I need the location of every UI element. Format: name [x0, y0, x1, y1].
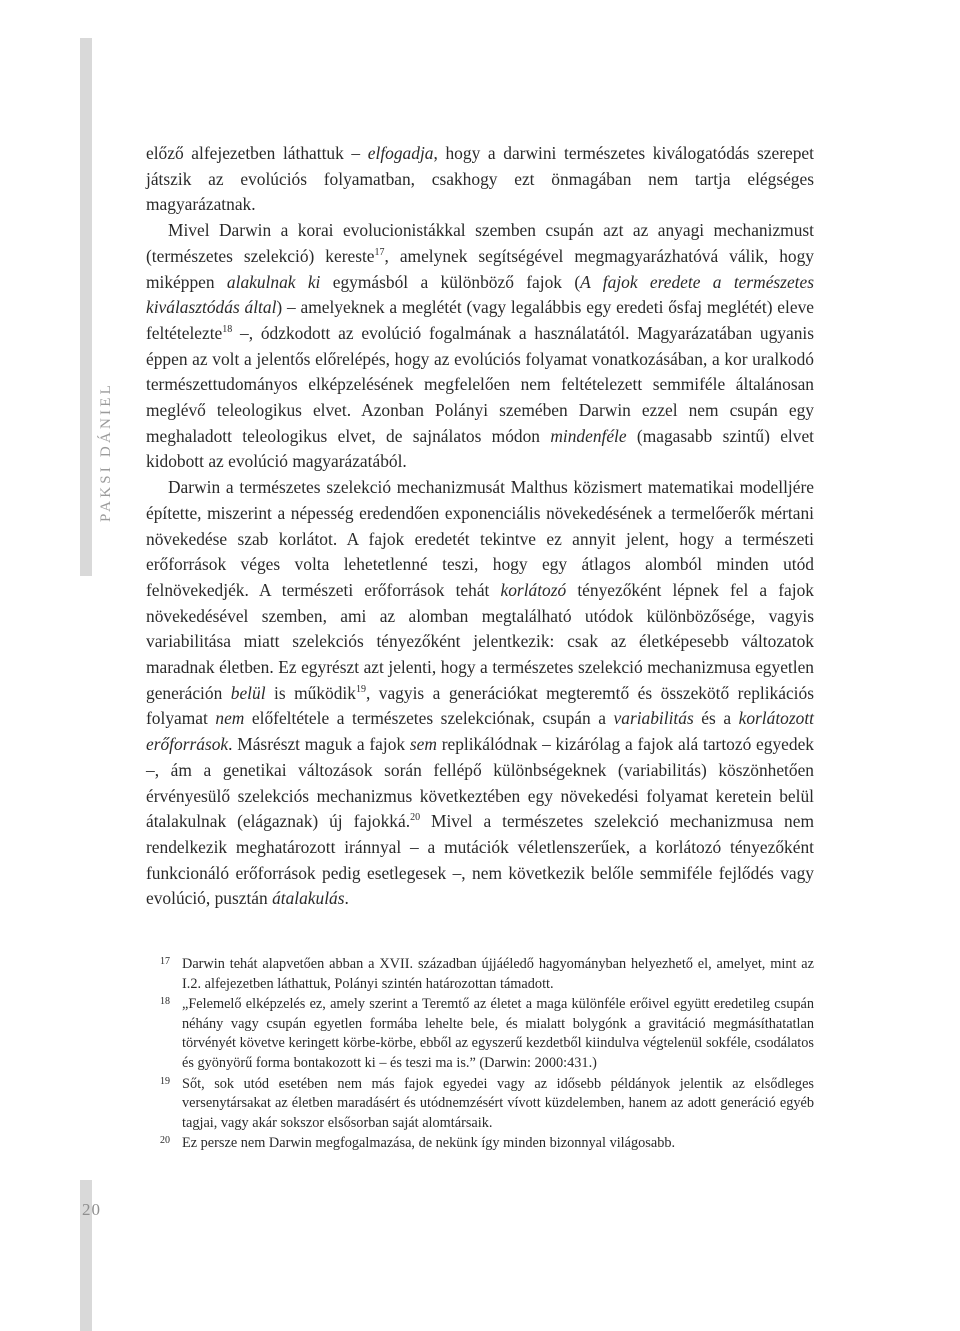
text-span: előfeltétele a természetes szelekciónak, csupán a [244, 708, 614, 729]
emphasis: variabilitás [613, 708, 694, 729]
text-span: . Másrészt maguk a fajok [228, 734, 410, 755]
text-span: , vagyis a generációkat megteremtő és összekötő replikációs folyamat [146, 682, 814, 729]
text-span: , amelynek segítségével megmagyarázhatóvá válik, hogy miképpen [146, 245, 814, 292]
text-span: (magasabb szintű) elvet kidobott az evolúció magyarázatából. [146, 425, 815, 472]
footnote-number: 19 [160, 1075, 170, 1087]
emphasis: elfogadja [367, 143, 434, 163]
footnote-ref-18[interactable]: 18 [222, 323, 233, 335]
footnote-ref-20[interactable]: 20 [410, 812, 421, 824]
text-span: –, ódzkodott az evolúció fogalmának a használatától. Magyarázatában ugyanis éppen az volt a jelentős előrelépés, hogy az evolúciós folyamat vonatkozásában, a kor uralkodó természettudományos elképzelésének megfelelően nem feltételezett semmiféle általánosan meglévő teleologikus elvet. Azonban Polányi szemében Darwin ezzel nem csupán egy meghaladott teleologikus elvet, de sajnálatos módon [146, 322, 814, 446]
text-span: tényezőként lépnek fel a fajok növekedésével szemben, ami az alomban megtalálható utódok különbözősége, vagyis variabilitása miatt szelekciós tényezőként jelentkezik: csak az életképesebb változatok maradnak életben. Ez egyrészt azt jelenti, hogy a természetes szelekció mechanizmusa egyetlen generáción [146, 579, 814, 703]
book-title-emphasis: A fajok eredete a természetes kiválasztódás által [146, 271, 814, 318]
footnote-number: 20 [160, 1135, 170, 1147]
text-span: Darwin a természetes szelekció mechanizmusát Malthus közismert matematikai modelljére építette, miszerint a népesség eredendően exponenciális növekedésének a termelőerők mértani növekedése szab korlátot. A fajok eredetét tekintve ez annyit jelent, hogy a természeti erőforrások véges volta lehetetlenné teszi, hogy egy átlagos alomból minden utód felnövekedjék. A természeti erőforrások tehát [146, 477, 814, 600]
text-span: Mivel Darwin a korai evolucionistákkal szemben csupán azt az anyagi mechanizmust (természetes szelekció) kereste [146, 220, 814, 266]
footnote-text: Darwin tehát alapvetően abban a XVII. században újjáéledő hagyományban helyezhető el, amelyet, mint az I.2. alfejezetben láthattuk, Polányi szintén határozottan támadott. [182, 956, 814, 992]
footnote-ref-19[interactable]: 19 [355, 683, 366, 695]
text-span: előző alfejezetben láthattuk – [146, 143, 368, 163]
footnote-number: 17 [160, 956, 170, 967]
text-span: Mivel a természetes szelekció mechanizmusa nem rendelkezik meghatározott iránnyal – a mutációk véletlenszerűek, a korlátozó tényezőként funkcionáló erőforrások pedig esetlegesek –, nem következik belőle semmiféle fejlődés vagy evolúció, pusztán [146, 811, 814, 909]
body-text [146, 141, 814, 912]
emphasis: alakulnak ki [226, 271, 321, 292]
emphasis: átalakulás [272, 888, 345, 909]
footnote-text: Sőt, sok utód esetében nem más fajok egyedei vagy az idősebb példányok jelentik az elsődleges versenytársakat az életben maradásért és utódnemzésért vívott küzdelemben, hanem az adott generáció egyéb tagjai, vagy akár sokszor elsősorban saját alomtársaik. [182, 1075, 814, 1131]
footnote-17 [160, 955, 814, 994]
footnote-text: Ez persze nem Darwin megfogalmazása, de nekünk így minden bizonnyal világosabb. [182, 1135, 676, 1152]
paragraph-3 [146, 475, 814, 912]
text-span: is működik [265, 682, 356, 703]
text-span: és a [693, 708, 739, 729]
footnote-number: 18 [160, 996, 170, 1008]
paragraph-2 [146, 218, 814, 475]
emphasis: sem [409, 734, 437, 755]
text-span: . [344, 888, 349, 909]
footnote-ref-17[interactable]: 17 [374, 246, 385, 258]
footnote-text: „Felemelő elképzelés ez, amely szerint a Teremtő az életet a maga különféle erőivel együtt eredetileg csupán néhány vagy csupán egyetlen formába lehelte bele, és mialatt bolygónk a gravitáció megmásíthatatlan törvényét követve keringett körbe-körbe, ebből az egyszerű kezdetből kiindulva végtelenül sokféle, csodálatos és gyönyörű forma bontakozott ki – és teszi ma is.” (Darwin: 2000:431.) [182, 996, 814, 1071]
emphasis: korlátozott erőforrások [146, 708, 814, 755]
paragraph-1 [146, 141, 814, 218]
footnote-20 [160, 1134, 814, 1154]
text-span: , hogy a darwini természetes kiválogatódás szerepet játszik az evolúciós folyamatban, csakhogy ezt önmagában nem tartja elégséges magyarázatnak. [146, 143, 814, 215]
emphasis: belül [230, 682, 266, 703]
emphasis: mindenféle [550, 425, 627, 446]
footnotes [160, 955, 814, 1155]
text-span: replikálódnak – kizárólag a fajok alá tartozó egyedek –, ám a genetikai változások során fellépő különbségeknek (variabilitás) köszönhetően érvényesülő szelekciós mechanizmus következtében egy növekedési folyamat keretein belül átalakulnak (elágaznak) új fajokká. [146, 734, 814, 832]
page-number: 20 [82, 1200, 101, 1219]
running-head-author: PAKSI DÁNIEL [98, 382, 114, 522]
text-span: egymásból a különböző fajok ( [320, 271, 581, 292]
emphasis: korlátozó [500, 579, 567, 600]
footnote-19 [160, 1075, 814, 1134]
margin-rule-top [80, 38, 92, 576]
text-span: ) – amelyeknek a meglétét (vagy legalábbis egy eredeti ősfaj meglétét) eleve feltételezte [146, 297, 814, 343]
footnote-18 [160, 995, 814, 1073]
emphasis: nem [215, 708, 245, 729]
